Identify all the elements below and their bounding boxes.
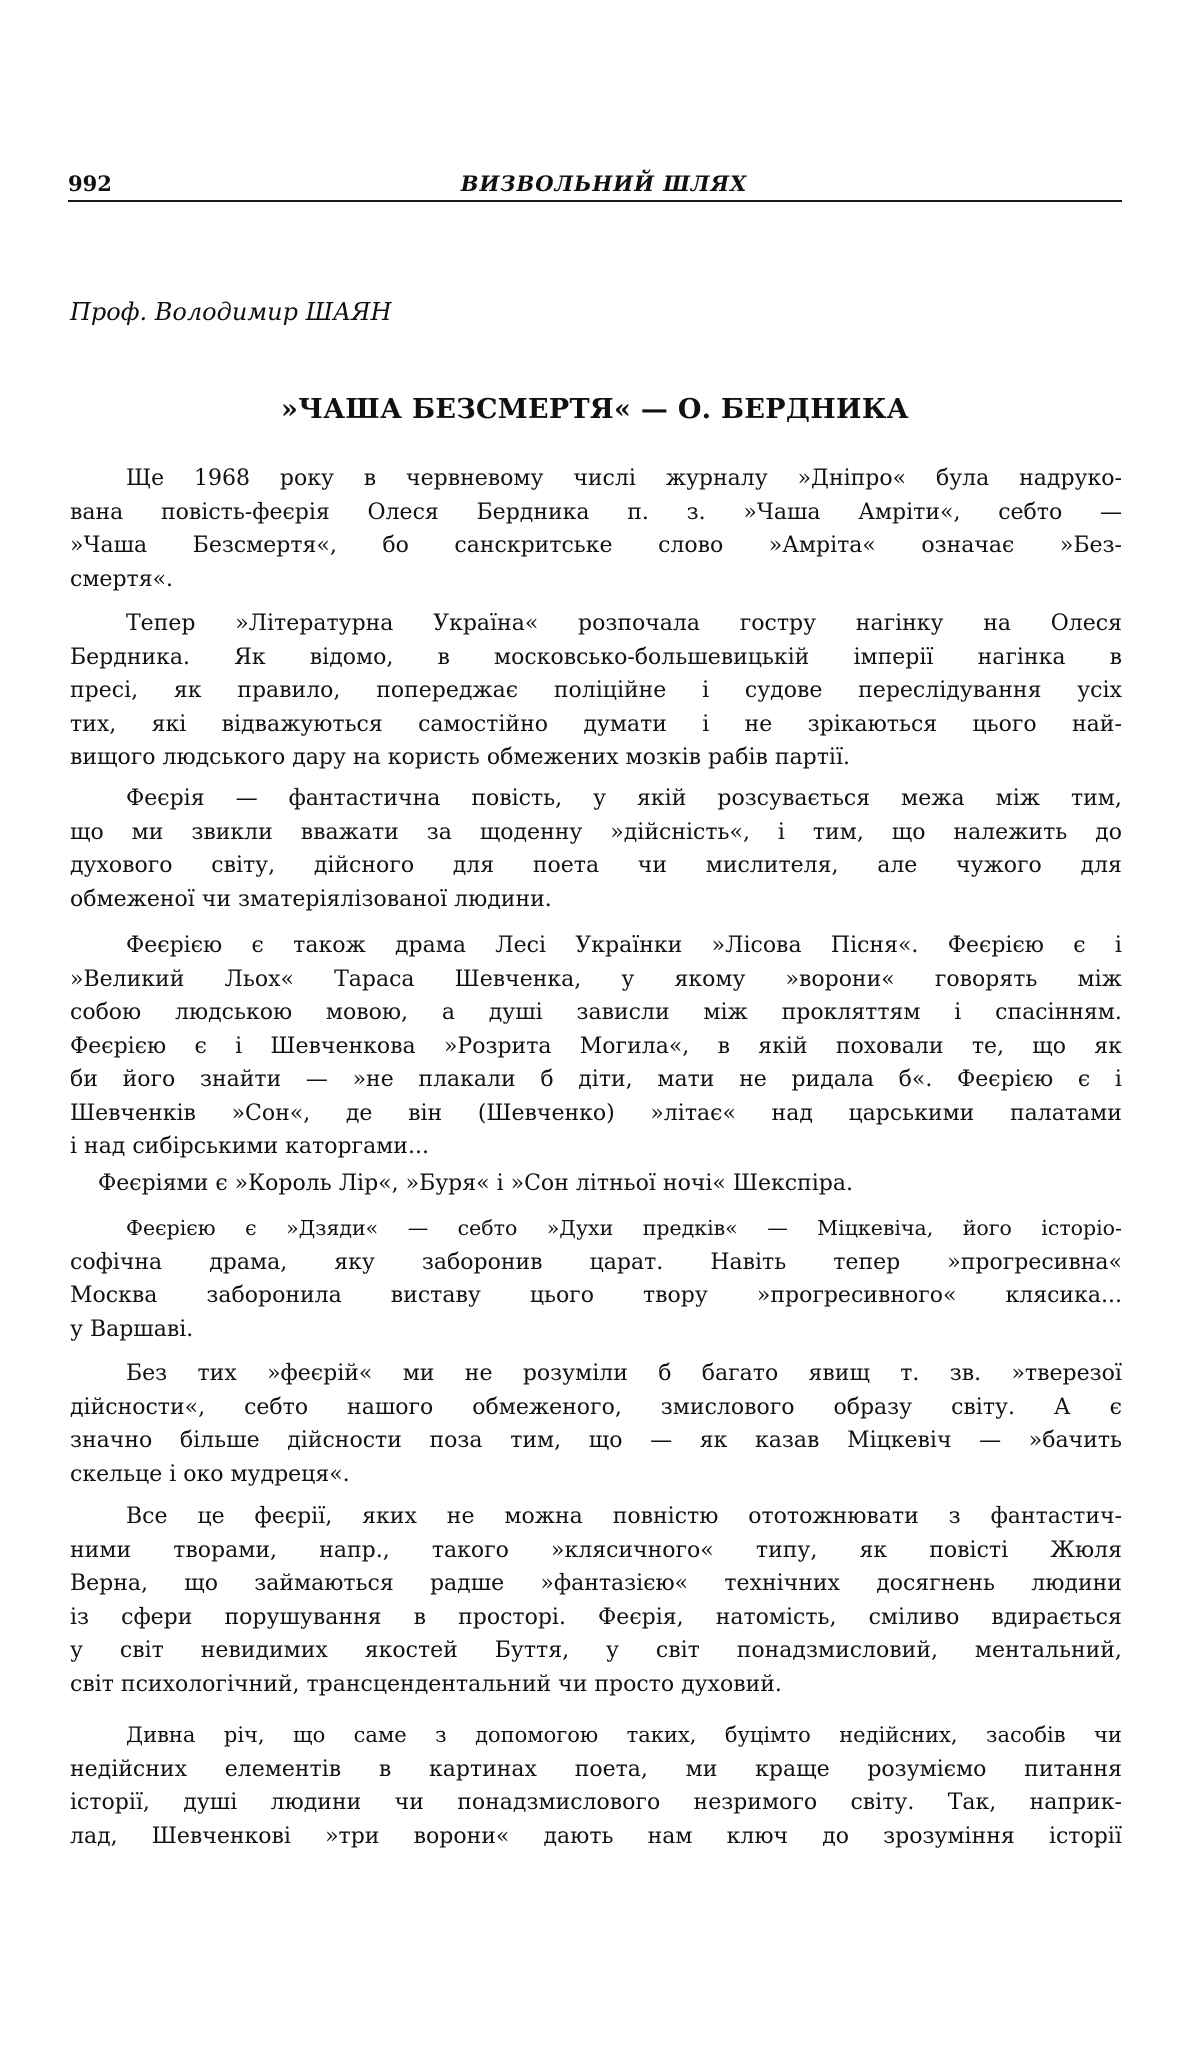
text-line: із сфери порушування в просторі. Феєрія, натомість, сміливо вдирається [70, 1604, 1122, 1630]
paragraph [70, 1719, 1122, 1853]
page-number: 992 [68, 171, 112, 196]
text-line: Бердника. Як відомо, в московсько-большевицькій імперії нагінка в [70, 644, 1122, 670]
text-line: ними творами, напр., такого »клясичного« типу, як повісті Жюля [70, 1537, 1122, 1563]
text-line: Феєріями є »Король Лір«, »Буря« і »Сон літньої ночі« Шекспіра. [98, 1171, 853, 1196]
text-line: тих, які відважуються самостійно думати і не зрікаються цього най- [70, 711, 1122, 737]
text-line: Ще 1968 року в червневому числі журналу »Дніпро« була надруко- [126, 466, 1122, 491]
text-line: Феєрією є також драма Лесі Українки »Лісова Пісня«. Феєрією є і [126, 933, 1122, 958]
text-line: собою людською мовою, а душі зависли між прокляттям і спасінням. [70, 1000, 1122, 1025]
text-line: Все це феєрії, яких не можна повністю ототожнювати з фантастич- [126, 1504, 1122, 1529]
article-title: »ЧАША БЕЗСМЕРТЯ« — О. БЕРДНИКА [281, 394, 909, 425]
text-line: у Варшаві. [70, 1316, 194, 1342]
text-line: Без тих »феєрій« ми не розуміли б багато явищ т. зв. »тверезої [126, 1361, 1122, 1386]
text-line: у світ невидимих якостей Буття, у світ понадзмисловий, ментальний, [70, 1638, 1122, 1663]
journal-title: ВИЗВОЛЬНИЙ ШЛЯХ [460, 171, 748, 196]
text-line: недійсних елементів в картинах поета, ми краще розуміємо питання [70, 1756, 1122, 1782]
text-line: що ми звикли вважати за щоденну »дійсність«, і тим, що належить до [70, 819, 1122, 845]
text-line: історії, душі людини чи понадзмислового незримого світу. Так, наприк- [70, 1790, 1122, 1815]
text-line: вана повість-феєрія Олеся Бердника п. з. »Чаша Амріти«, себто — [70, 499, 1122, 525]
paragraph [70, 1212, 1122, 1346]
paragraph [70, 1357, 1122, 1491]
text-line: Феєрією є »Дзяди« — себто »Духи предків« — Міцкевіча, його історіо- [126, 1216, 1122, 1240]
text-line: духового світу, дійсного для поета чи мислителя, але чужого для [70, 853, 1122, 878]
text-line: Феєрія — фантастична повість, у якій розсувається межа між тим, [126, 786, 1122, 811]
text-line: вищого людського дару на користь обмежених мозків рабів партії. [70, 745, 850, 770]
text-line: софічна драма, яку заборонив царат. Навіть тепер »прогресивна« [70, 1249, 1122, 1275]
text-line: »Великий Льох« Тараса Шевченка, у якому »ворони« говорять між [70, 966, 1122, 992]
paragraph [70, 929, 1122, 1164]
text-line: Феєрією є і Шевченкова »Розрита Могила«, в якій поховали те, що як [70, 1033, 1122, 1059]
text-line: Дивна річ, що саме з допомогою таких, буцімто недійсних, засобів чи [126, 1723, 1122, 1747]
text-line: і над сибірськими каторгами... [70, 1134, 429, 1159]
text-line: світ психологічний, трансцендентальний чи просто духовий. [70, 1671, 782, 1697]
text-line: »Чаша Безсмертя«, бо санскритське слово »Амріта« означає »Без- [70, 533, 1122, 558]
paragraph [70, 1500, 1122, 1701]
text-line: Москва заборонила виставу цього твору »прогресивного« клясика... [70, 1283, 1122, 1308]
text-line: значно більше дійсности поза тим, що — як казав Міцкевіч — »бачить [70, 1428, 1122, 1453]
text-line: дійсности«, себто нашого обмеженого, змислового образу світу. А є [70, 1394, 1122, 1420]
paragraph [70, 607, 1122, 775]
text-line: смертя«. [70, 566, 174, 592]
text-line: лад, Шевченкові »три ворони« дають нам ключ до зрозуміння історії [70, 1823, 1122, 1849]
header-rule [68, 200, 1122, 202]
paragraph [70, 782, 1122, 916]
text-line: скельце і око мудреця«. [70, 1461, 350, 1487]
running-head [68, 170, 1122, 200]
text-line: Тепер »Літературна Україна« розпочала гостру нагінку на Олеся [126, 611, 1122, 636]
article-author: Проф. Володимир ШАЯН [70, 298, 392, 326]
text-line: обмеженої чи зматеріялізованої людини. [70, 886, 552, 912]
text-line: пресі, як правило, попереджає поліційне і судове переслідування усіх [70, 678, 1122, 703]
text-line: би його знайти — »не плакали б діти, мати не ридала б«. Феєрією є і [70, 1067, 1122, 1092]
paragraph [70, 1167, 1122, 1201]
text-line: Верна, що займаються радше »фантазією« технічних досягнень людини [70, 1571, 1122, 1596]
paragraph [70, 462, 1122, 596]
text-line: Шевченків »Сон«, де він (Шевченко) »літає« над царськими палатами [70, 1100, 1122, 1126]
